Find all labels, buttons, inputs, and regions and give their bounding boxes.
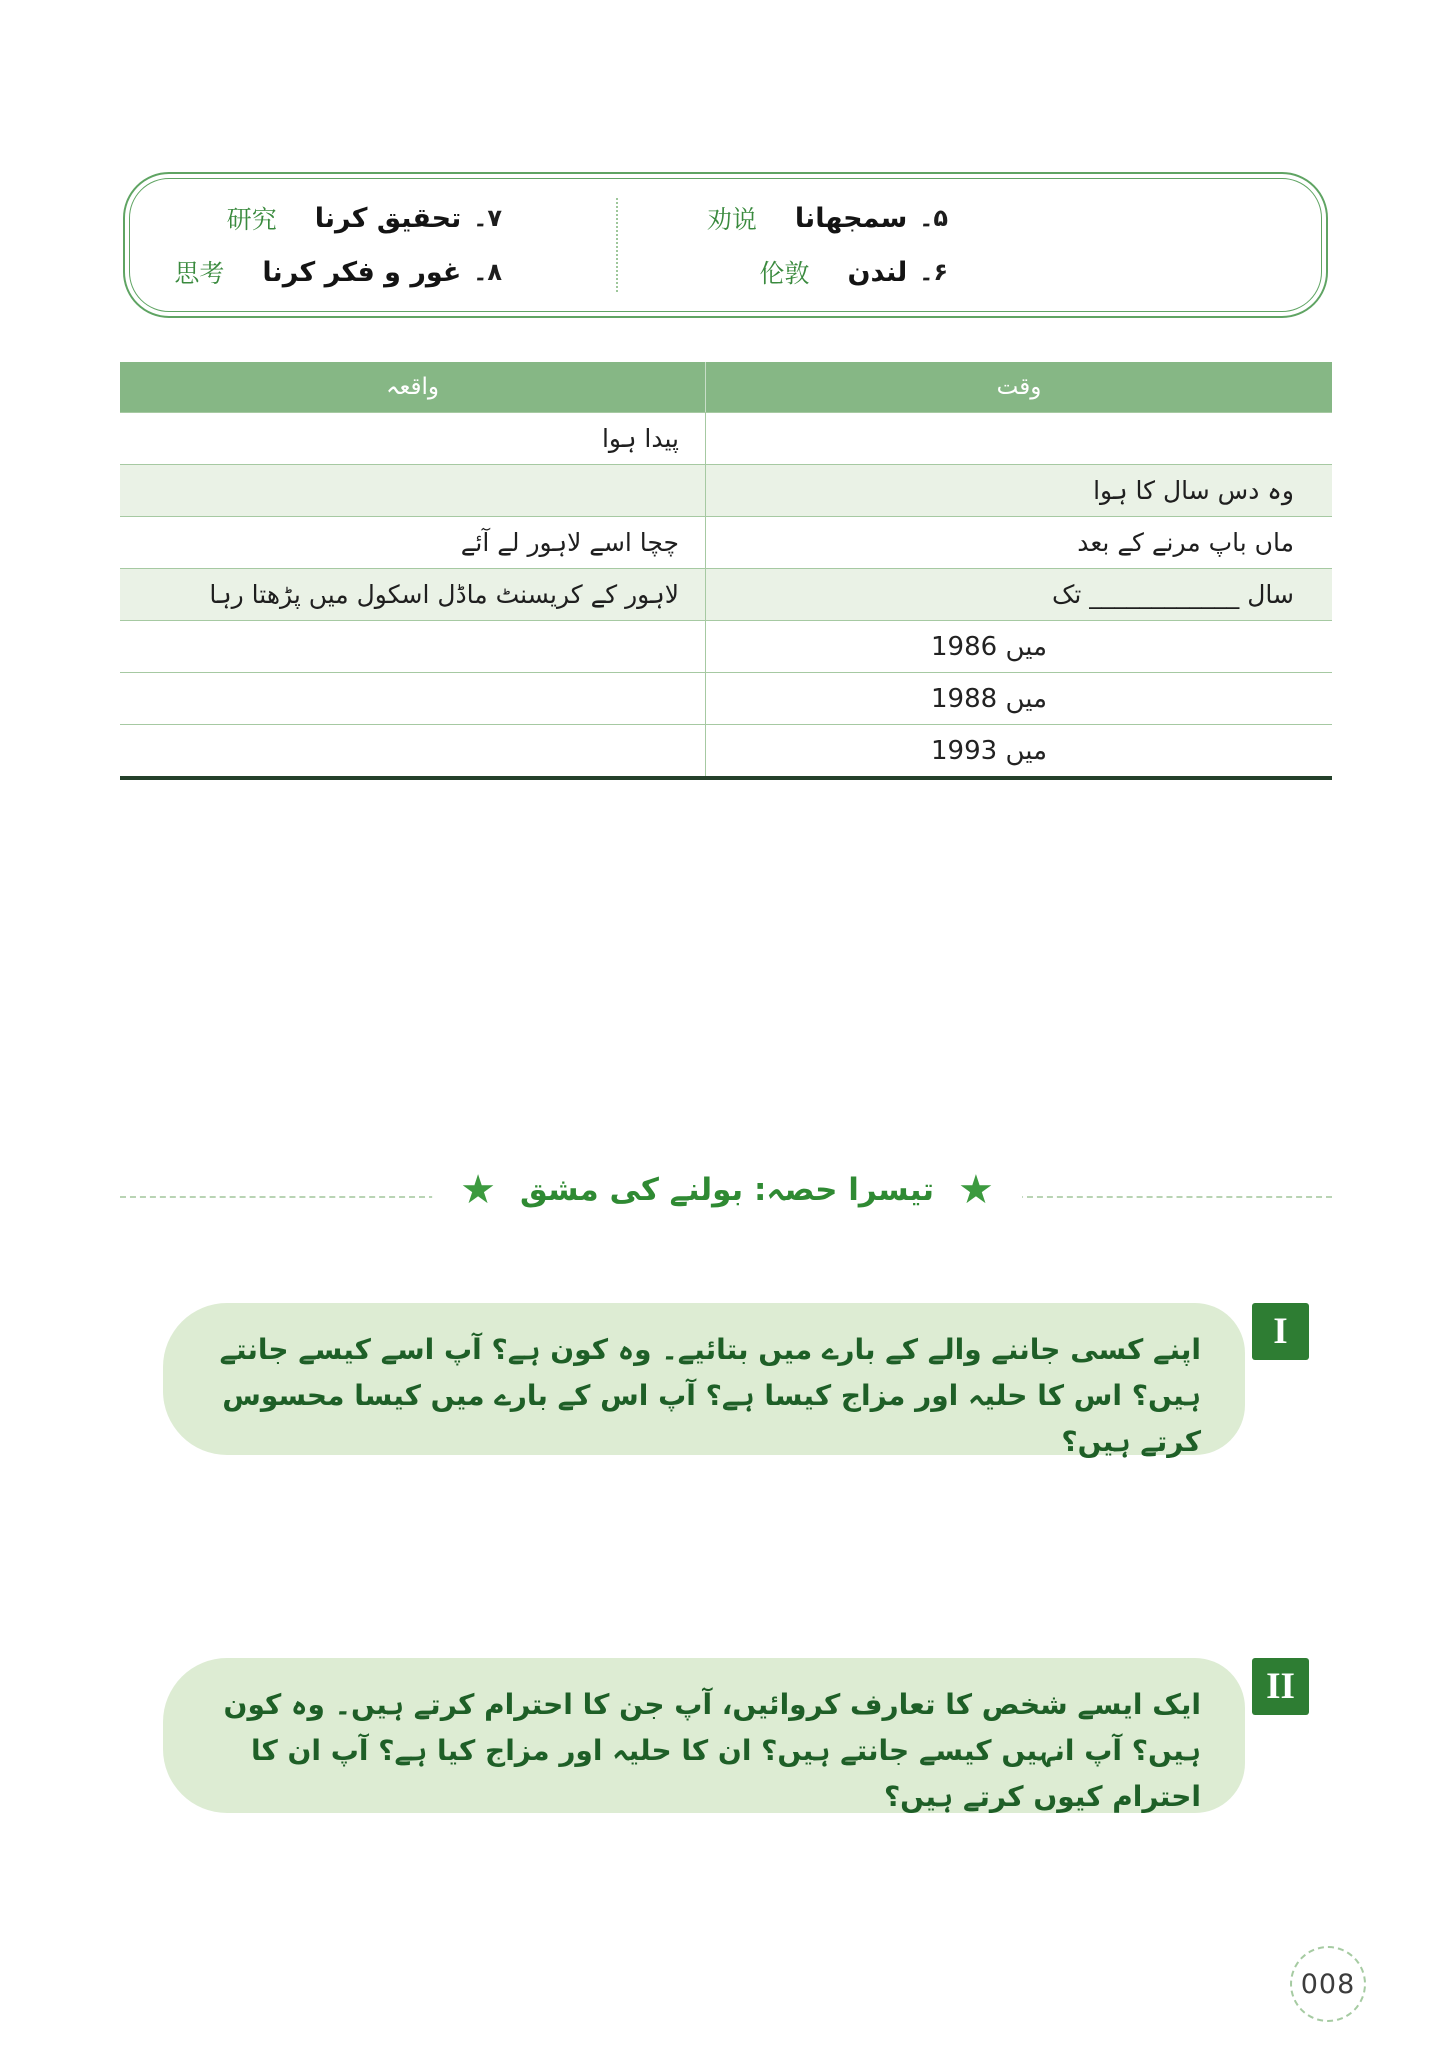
- table-row: [120, 621, 1332, 673]
- vocab-column-left: [125, 174, 618, 316]
- event-cell: [120, 673, 705, 724]
- vocab-item-5: [707, 200, 948, 236]
- vocab-item-number: ۷۔: [473, 204, 502, 232]
- event-cell: لاہور کے کریسنٹ ماڈل اسکول میں پڑھتا رہا: [209, 580, 679, 609]
- star-icon: ★: [460, 1167, 497, 1213]
- table-row: [120, 517, 1332, 569]
- vocab-item-7: [125, 200, 502, 236]
- time-cell-year: 1988 میں: [705, 673, 1332, 724]
- vocab-item-number: ۶۔: [919, 258, 948, 286]
- section-title-text: تیسرا حصہ: بولنے کی مشق: [520, 1172, 934, 1208]
- question-bubble-1: [163, 1303, 1245, 1458]
- vocab-urdu-word: تحقیق کرنا: [314, 202, 462, 234]
- question-text-2: ایک ایسے شخص کا تعارف کروائیں، آپ جن کا احترام کرتے ہیں۔ وہ کون ہیں؟ آپ انہیں کیسے جانتے ہیں؟ ان کا حلیہ اور مزاج کیا ہے؟ آپ ان کا احترام کیوں کرتے ہیں؟: [223, 1688, 1201, 1813]
- question-number-badge-2: II: [1252, 1658, 1309, 1715]
- table-row: [120, 569, 1332, 621]
- star-icon: ★: [957, 1167, 994, 1213]
- table-row: [120, 673, 1332, 725]
- vocab-item-6: [759, 254, 948, 290]
- time-cell-year: 1986 میں: [705, 621, 1332, 672]
- vocab-urdu-word: سمجھانا: [794, 202, 908, 234]
- vocab-column-right: [618, 174, 1326, 316]
- page-number-badge: [1290, 1946, 1366, 2022]
- page-number-text: 008: [1300, 1968, 1356, 2000]
- time-cell-year: 1993 میں: [705, 725, 1332, 776]
- table-row: [120, 413, 1332, 465]
- vocab-chinese-translation: 研究: [226, 205, 277, 234]
- table-row: [120, 465, 1332, 517]
- vocab-item-number: ۸۔: [473, 258, 502, 286]
- table-header-event: واقعہ: [385, 374, 440, 400]
- event-cell: [120, 465, 705, 516]
- question-number-badge-1: I: [1252, 1303, 1309, 1360]
- time-cell: وہ دس سال کا ہوا: [705, 465, 1332, 516]
- vocab-urdu-word: غور و فکر کرنا: [262, 256, 462, 288]
- event-cell: [120, 621, 705, 672]
- question-text-1: اپنے کسی جاننے والے کے بارے میں بتائیے۔ وہ کون ہے؟ آپ اسے کیسے جانتے ہیں؟ اس کا حلیہ اور مزاج کیسا ہے؟ آپ اس کے بارے میں کیسا محسوس کرتے ہیں؟: [219, 1333, 1201, 1458]
- vocab-urdu-word: لندن: [847, 256, 908, 288]
- vocab-item-8: [125, 254, 502, 290]
- vocab-item-number: ۵۔: [919, 204, 948, 232]
- time-cell: ماں باپ مرنے کے بعد: [705, 517, 1332, 568]
- question-bubble-2: [163, 1658, 1245, 1813]
- event-cell: [120, 725, 705, 776]
- table-header-row: [120, 362, 1332, 413]
- event-cell: پیدا ہوا: [601, 424, 679, 453]
- table-header-time: وقت: [705, 362, 1332, 412]
- vocabulary-box: [123, 172, 1328, 318]
- timeline-table: [120, 362, 1332, 780]
- vocab-chinese-translation: 劝说: [706, 205, 757, 234]
- table-row: [120, 725, 1332, 776]
- section-title: [432, 1164, 1022, 1216]
- time-cell: [705, 413, 1332, 464]
- event-cell: چچا اسے لاہور لے آئے: [460, 528, 679, 557]
- vocab-chinese-translation: 伦敦: [759, 259, 810, 288]
- vocab-dotted-divider: [616, 198, 618, 292]
- vocab-chinese-translation: 思考: [174, 259, 225, 288]
- time-cell: سال ____________ تک: [705, 569, 1332, 620]
